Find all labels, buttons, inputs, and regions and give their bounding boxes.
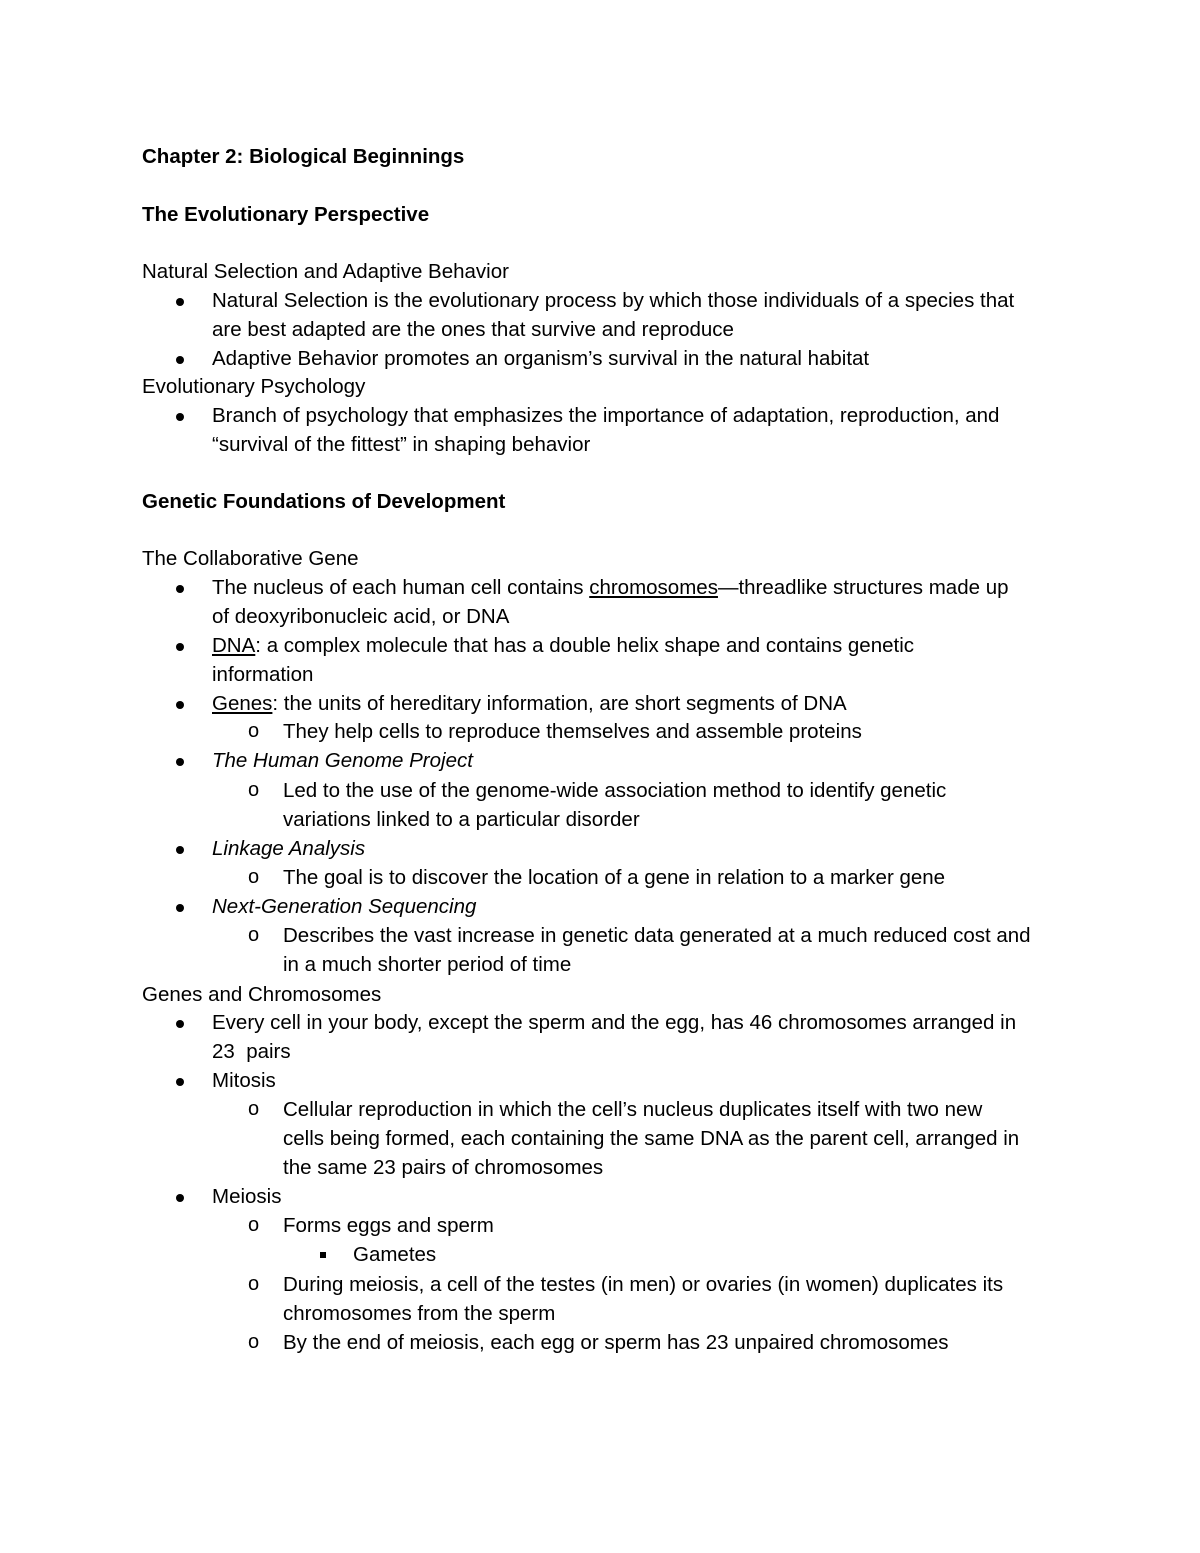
list-item-text: Describes the vast increase in genetic data generated at a much reduced cost and [283, 924, 1031, 947]
list-item-text: Mitosis [212, 1069, 276, 1092]
bullet-icon [176, 701, 184, 709]
circle-bullet-icon: o [248, 779, 260, 801]
list-item-text: Meiosis [212, 1185, 282, 1208]
list-item-text: Gametes [353, 1243, 437, 1266]
list-item-text: The Human Genome Project [212, 749, 473, 772]
circle-bullet-icon: o [248, 866, 260, 888]
list-item-text: “survival of the fittest” in shaping behavior [212, 433, 591, 456]
list-item-text: Adaptive Behavior promotes an organism’s survival in the natural habitat [212, 347, 870, 370]
circle-bullet-icon: o [248, 720, 260, 742]
section-heading-text: The Evolutionary Perspective [142, 203, 430, 226]
list-item-text: chromosomes from the sperm [283, 1302, 556, 1325]
list-item-text: Linkage Analysis [212, 837, 366, 860]
subheading-text: The Collaborative Gene [142, 547, 359, 570]
term-genes: Genes [212, 692, 273, 715]
section-heading-text: Genetic Foundations of Development [142, 490, 506, 513]
list-item-text: They help cells to reproduce themselves and assemble proteins [283, 720, 862, 743]
list-item-text: Every cell in your body, except the sperm and the egg, has 46 chromosomes arranged in [212, 1011, 1017, 1034]
circle-bullet-icon: o [248, 1331, 260, 1353]
bullet-icon [176, 758, 184, 766]
list-item-text: Led to the use of the genome-wide association method to identify genetic [283, 779, 947, 802]
list-item-text: variations linked to a particular disorder [283, 808, 640, 831]
list-item-text: Natural Selection is the evolutionary process by which those individuals of a species that [212, 289, 1015, 312]
list-item-text: 23 pairs [212, 1040, 291, 1063]
list-item-text: the same 23 pairs of chromosomes [283, 1156, 604, 1179]
bullet-icon [176, 1020, 184, 1028]
subheading-text: Evolutionary Psychology [142, 375, 366, 398]
list-item-text [212, 689, 847, 718]
circle-bullet-icon: o [248, 1098, 260, 1120]
list-item-text: By the end of meiosis, each egg or sperm has 23 unpaired chromosomes [283, 1331, 949, 1354]
title-text: Chapter 2: Biological Beginnings [142, 145, 465, 168]
list-item-text [212, 573, 1009, 602]
bullet-icon [176, 846, 184, 854]
list-item-text: are best adapted are the ones that survive and reproduce [212, 318, 734, 341]
list-item-text: The goal is to discover the location of a gene in relation to a marker gene [283, 866, 946, 889]
text-segment: —threadlike structures made up [717, 576, 1009, 599]
text-segment: The nucleus of each human cell contains [212, 576, 590, 599]
square-bullet-icon [320, 1252, 326, 1258]
list-item-text: Cellular reproduction in which the cell’s nucleus duplicates itself with two new [283, 1098, 983, 1121]
list-item-text: cells being formed, each containing the same DNA as the parent cell, arranged in [283, 1127, 1020, 1150]
bullet-icon [176, 413, 184, 421]
bullet-icon [176, 1194, 184, 1202]
list-item-text: information [212, 663, 314, 686]
term-dna: DNA [212, 634, 256, 657]
text-segment: : the units of hereditary information, are short segments of DNA [272, 692, 847, 715]
list-item-text: Next-Generation Sequencing [212, 895, 477, 918]
bullet-icon [176, 643, 184, 651]
bullet-icon [176, 1078, 184, 1086]
list-item-text: Forms eggs and sperm [283, 1214, 494, 1237]
bullet-icon [176, 904, 184, 912]
circle-bullet-icon: o [248, 1273, 260, 1295]
list-item-text [212, 631, 914, 660]
list-item-text: of deoxyribonucleic acid, or DNA [212, 605, 510, 628]
text-segment: : a complex molecule that has a double helix shape and contains genetic [255, 634, 914, 657]
list-item-text: in a much shorter period of time [283, 953, 572, 976]
subheading-text: Genes and Chromosomes [142, 983, 382, 1006]
circle-bullet-icon: o [248, 1214, 260, 1236]
subheading-text: Natural Selection and Adaptive Behavior [142, 260, 509, 283]
bullet-icon [176, 356, 184, 364]
bullet-icon [176, 298, 184, 306]
circle-bullet-icon: o [248, 924, 260, 946]
term-chromosomes: chromosomes [589, 576, 718, 599]
list-item-text: During meiosis, a cell of the testes (in men) or ovaries (in women) duplicates its [283, 1273, 1004, 1296]
list-item-text: Branch of psychology that emphasizes the importance of adaptation, reproduction, and [212, 404, 1000, 427]
bullet-icon [176, 585, 184, 593]
